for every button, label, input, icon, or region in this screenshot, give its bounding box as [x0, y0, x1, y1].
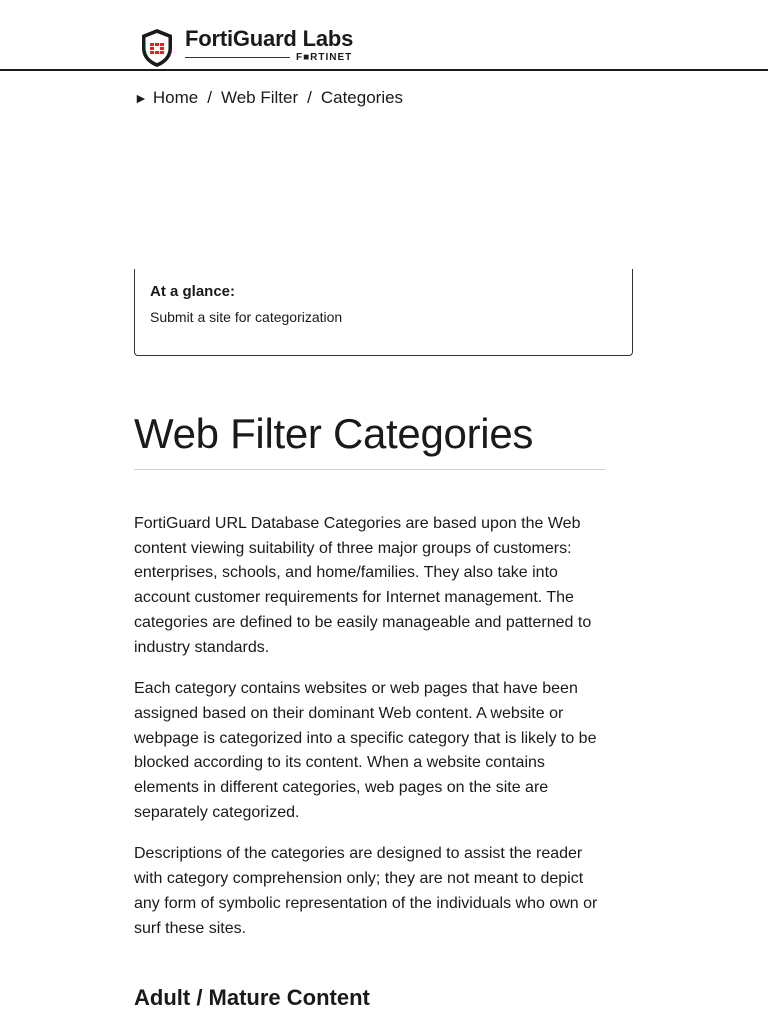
- fortiguard-shield-icon: [140, 28, 174, 68]
- breadcrumb-home-link[interactable]: Home: [152, 88, 199, 107]
- breadcrumb-arrow-icon: ►: [134, 90, 148, 106]
- intro-paragraph: FortiGuard URL Database Categories are based upon the Web content viewing suitability of three major groups of customers: enterprises, schools, and home/families. They also take into account customer requirements for Internet management. The categories are defined to be easily manageable and patterned to industry standards.: [134, 515, 592, 656]
- at-a-glance-title: At a glance:: [150, 283, 236, 300]
- logo-title: FortiGuard Labs: [185, 26, 354, 51]
- breadcrumb: [134, 87, 403, 109]
- breadcrumb-separator: /: [307, 88, 312, 107]
- title-divider: [134, 469, 605, 470]
- breadcrumb-categories-link[interactable]: Categories: [320, 88, 404, 107]
- fortiguard-logo[interactable]: [140, 26, 353, 68]
- section-heading-adult-mature: Adult / Mature Content: [134, 985, 370, 1010]
- page-title: Web Filter Categories: [134, 410, 534, 457]
- intro-text: [134, 512, 609, 958]
- breadcrumb-separator: /: [207, 88, 212, 107]
- intro-paragraph: Descriptions of the categories are designed to assist the reader with category comprehension only; they are not meant to depict any form of symbolic representation of the individuals who own or surf these sites.: [134, 845, 598, 937]
- at-a-glance-box: [134, 269, 633, 356]
- intro-paragraph: Each category contains websites or web pages that have been assigned based on their dominant Web content. A website or webpage is categorized into a specific category that is likely to be blocked according to its content. When a website contains elements in different categories, web pages on the site are separately categorized.: [134, 680, 597, 821]
- fortinet-wordmark: F■RTINET: [296, 52, 353, 63]
- submit-site-link[interactable]: Submit a site for categorization: [150, 309, 343, 325]
- logo-divider: [185, 57, 290, 58]
- breadcrumb-web-filter-link[interactable]: Web Filter: [220, 88, 299, 107]
- site-header: [0, 0, 768, 71]
